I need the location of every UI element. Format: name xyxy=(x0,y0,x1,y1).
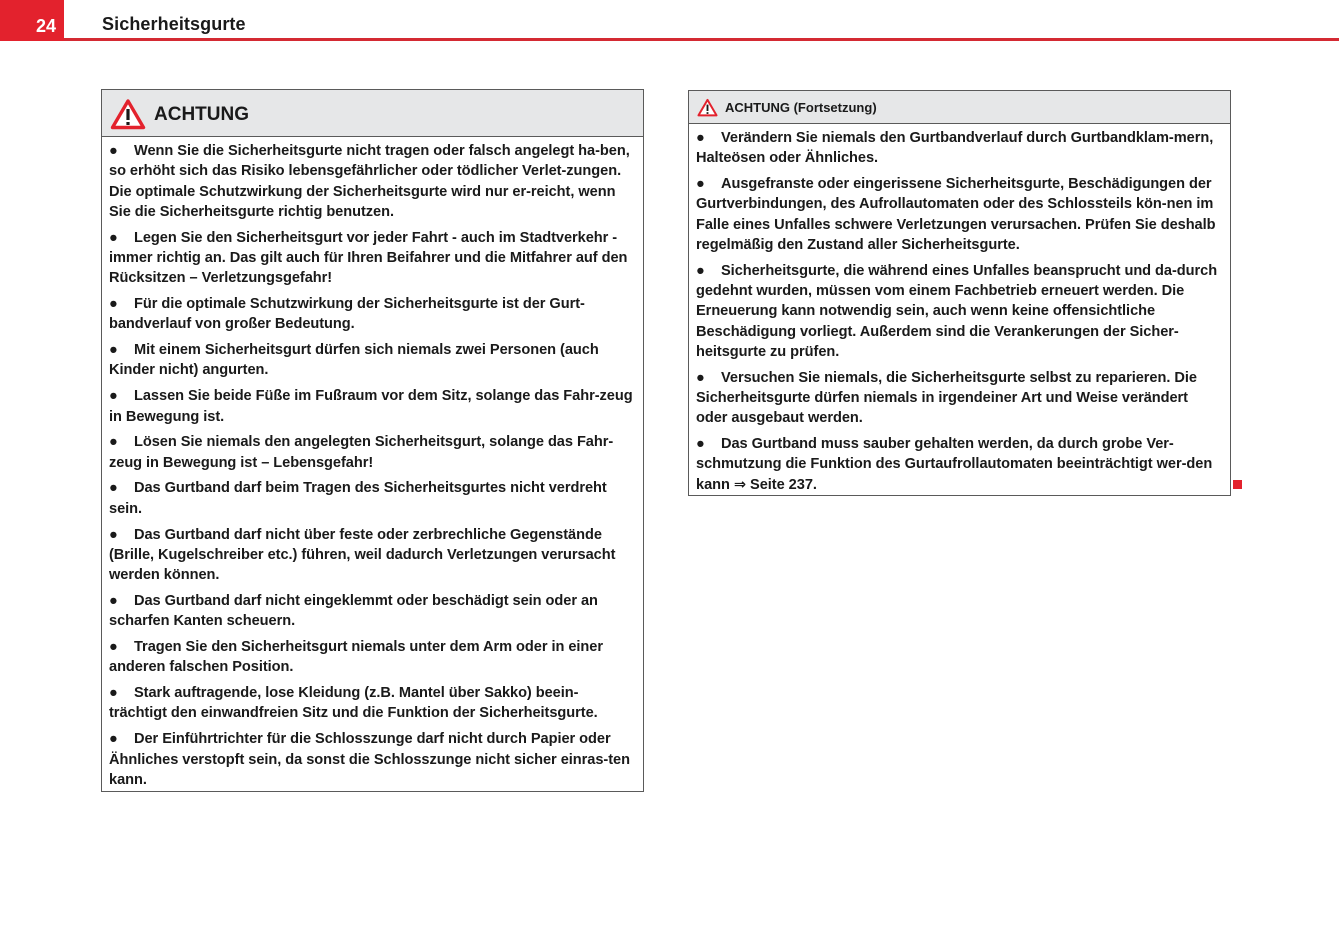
bullet-icon: ● xyxy=(109,143,118,159)
warning-triangle-icon xyxy=(110,98,146,130)
warning-box-achtung xyxy=(101,89,644,792)
bullet-icon: ● xyxy=(109,229,118,246)
list-item-text: Der Einführtrichter für die Schlosszunge darf nicht durch Papier oder Ähnliches verstopft sein, da sonst die Schlosszunge nicht sicher einras-ten kann. xyxy=(109,731,630,788)
bullet-icon: ● xyxy=(109,526,118,543)
list-item-text: Stark auftragende, lose Kleidung (z.B. Mantel über Sakko) beein-trächtigt den einwandfreien Sitz und die Funktion der Sicherheitsgurte. xyxy=(109,685,598,722)
list-item-text: Lösen Sie niemals den angelegten Sicherheitsgurt, solange das Fahr-zeug in Bewegung ist – Lebensgefahr! xyxy=(109,434,614,471)
warning-box-title: ACHTUNG xyxy=(154,104,249,125)
warning-box-header xyxy=(689,91,1230,124)
list-item-text: Wenn Sie die Sicherheitsgurte nicht tragen oder falsch angelegt ha-ben, so erhöht sich das Risiko lebensgefährlicher oder tödlicher Verlet-zungen. Die optimale Schutzwirkung der Sicherheitsgurte wird nur er-reicht, wenn Sie die Sicherheitsgurte richtig benutzen. xyxy=(109,143,630,220)
warning-box-title: ACHTUNG (Fortsetzung) xyxy=(725,100,877,115)
bullet-icon: ● xyxy=(109,342,118,359)
list-item xyxy=(109,478,635,519)
list-item-text: Für die optimale Schutzwirkung der Sicherheitsgurte ist der Gurt-bandverlauf von großer Bedeutung. xyxy=(109,296,585,333)
list-item-text: Das Gurtband darf beim Tragen des Sicherheitsgurtes nicht verdreht sein. xyxy=(109,480,607,517)
list-item-text: Das Gurtband darf nicht eingeklemmt oder beschädigt sein oder an scharfen Kanten scheuern. xyxy=(109,592,598,630)
list-item-text: Legen Sie den Sicherheitsgurt vor jeder Fahrt - auch im Stadtverkehr - immer richtig an. Das gilt auch für Ihren Beifahrer und die Mitfahrer auf den Rücksitzen – Verletzungsgefahr! xyxy=(109,229,628,287)
list-item xyxy=(109,340,635,381)
list-item xyxy=(109,386,635,427)
bullet-icon: ● xyxy=(109,731,118,748)
list-item-text: Das Gurtband darf nicht über feste oder zerbrechliche Gegenstände (Brille, Kugelschreiber etc.) führen, weil dadurch Verletzungen verursacht werden können. xyxy=(109,526,616,584)
header-rule xyxy=(64,38,1339,41)
list-item xyxy=(109,228,635,289)
list-item xyxy=(109,729,635,790)
bullet-icon: ● xyxy=(109,480,118,497)
list-item-text: Ausgefranste oder eingerissene Sicherheitsgurte, Beschädigungen der Gurtverbindungen, des Aufrollautomaten oder des Schlossteils kön-nen im Falle eines Unfalles schwere Verletzungen verursachen. Prüfen Sie deshalb regelmäßig den Zustand aller Sicherheitsgurte. xyxy=(696,176,1216,253)
bullet-icon: ● xyxy=(109,388,118,405)
list-item xyxy=(109,637,635,678)
list-item xyxy=(109,432,635,473)
warning-box-body xyxy=(102,137,643,790)
list-item-text: Mit einem Sicherheitsgurt dürfen sich niemals zwei Personen (auch Kinder nicht) angurten. xyxy=(109,342,599,379)
list-item-text: Sicherheitsgurte, die während eines Unfalles beansprucht und da-durch gedehnt wurden, müssen vom einem Fachbetrieb erneuert werden. Die Erneuerung kann notwendig sein, auch wenn keine offensichtliche Beschädigung vorliegt. Außerdem sind die Verankerungen der Sicher-heitsgurte zu prüfen. xyxy=(696,262,1218,360)
list-item xyxy=(109,591,635,632)
list-item-text: Tragen Sie den Sicherheitsgurt niemals unter dem Arm oder in einer anderen falschen Position. xyxy=(109,639,603,676)
page-header xyxy=(0,0,1339,41)
warning-box-header xyxy=(102,90,643,137)
list-item xyxy=(696,128,1222,169)
warning-triangle-icon xyxy=(697,98,718,117)
list-item xyxy=(109,294,635,335)
list-item xyxy=(696,174,1222,255)
list-item-text: Verändern Sie niemals den Gurtbandverlauf durch Gurtbandklam-mern, Halteösen oder Ähnliches. xyxy=(696,130,1214,167)
bullet-icon: ● xyxy=(696,436,705,453)
bullet-icon: ● xyxy=(696,369,705,386)
list-item xyxy=(696,261,1222,362)
list-item xyxy=(696,434,1222,495)
bullet-icon: ● xyxy=(696,262,705,279)
list-item-text: Versuchen Sie niemals, die Sicherheitsgurte selbst zu reparieren. Die Sicherheitsgurte dürfen niemals in irgendeiner Art und Weise verändert oder ausgebaut werden. xyxy=(696,369,1197,427)
list-item xyxy=(109,683,635,724)
warning-box-achtung-continued xyxy=(688,90,1231,496)
bullet-icon: ● xyxy=(696,176,705,193)
bullet-icon: ● xyxy=(109,685,118,702)
bullet-icon: ● xyxy=(109,639,118,656)
bullet-icon: ● xyxy=(109,592,118,609)
list-item xyxy=(109,141,635,222)
list-item-text: Lassen Sie beide Füße im Fußraum vor dem Sitz, solange das Fahr-zeug in Bewegung ist. xyxy=(109,388,633,425)
list-item-text: Das Gurtband muss sauber gehalten werden, da durch grobe Ver-schmutzung die Funktion des Gurtaufrollautomaten beeinträchtigt wer-den kann ⇒ Seite 237. xyxy=(696,436,1213,493)
bullet-icon: ● xyxy=(696,130,705,146)
list-item xyxy=(109,525,635,586)
bullet-icon: ● xyxy=(109,434,118,451)
warning-box-body xyxy=(689,124,1230,495)
section-end-marker xyxy=(1233,480,1242,489)
page-title: Sicherheitsgurte xyxy=(102,14,246,34)
page-number: 24 xyxy=(0,0,64,41)
list-item xyxy=(696,368,1222,429)
bullet-icon: ● xyxy=(109,296,118,313)
